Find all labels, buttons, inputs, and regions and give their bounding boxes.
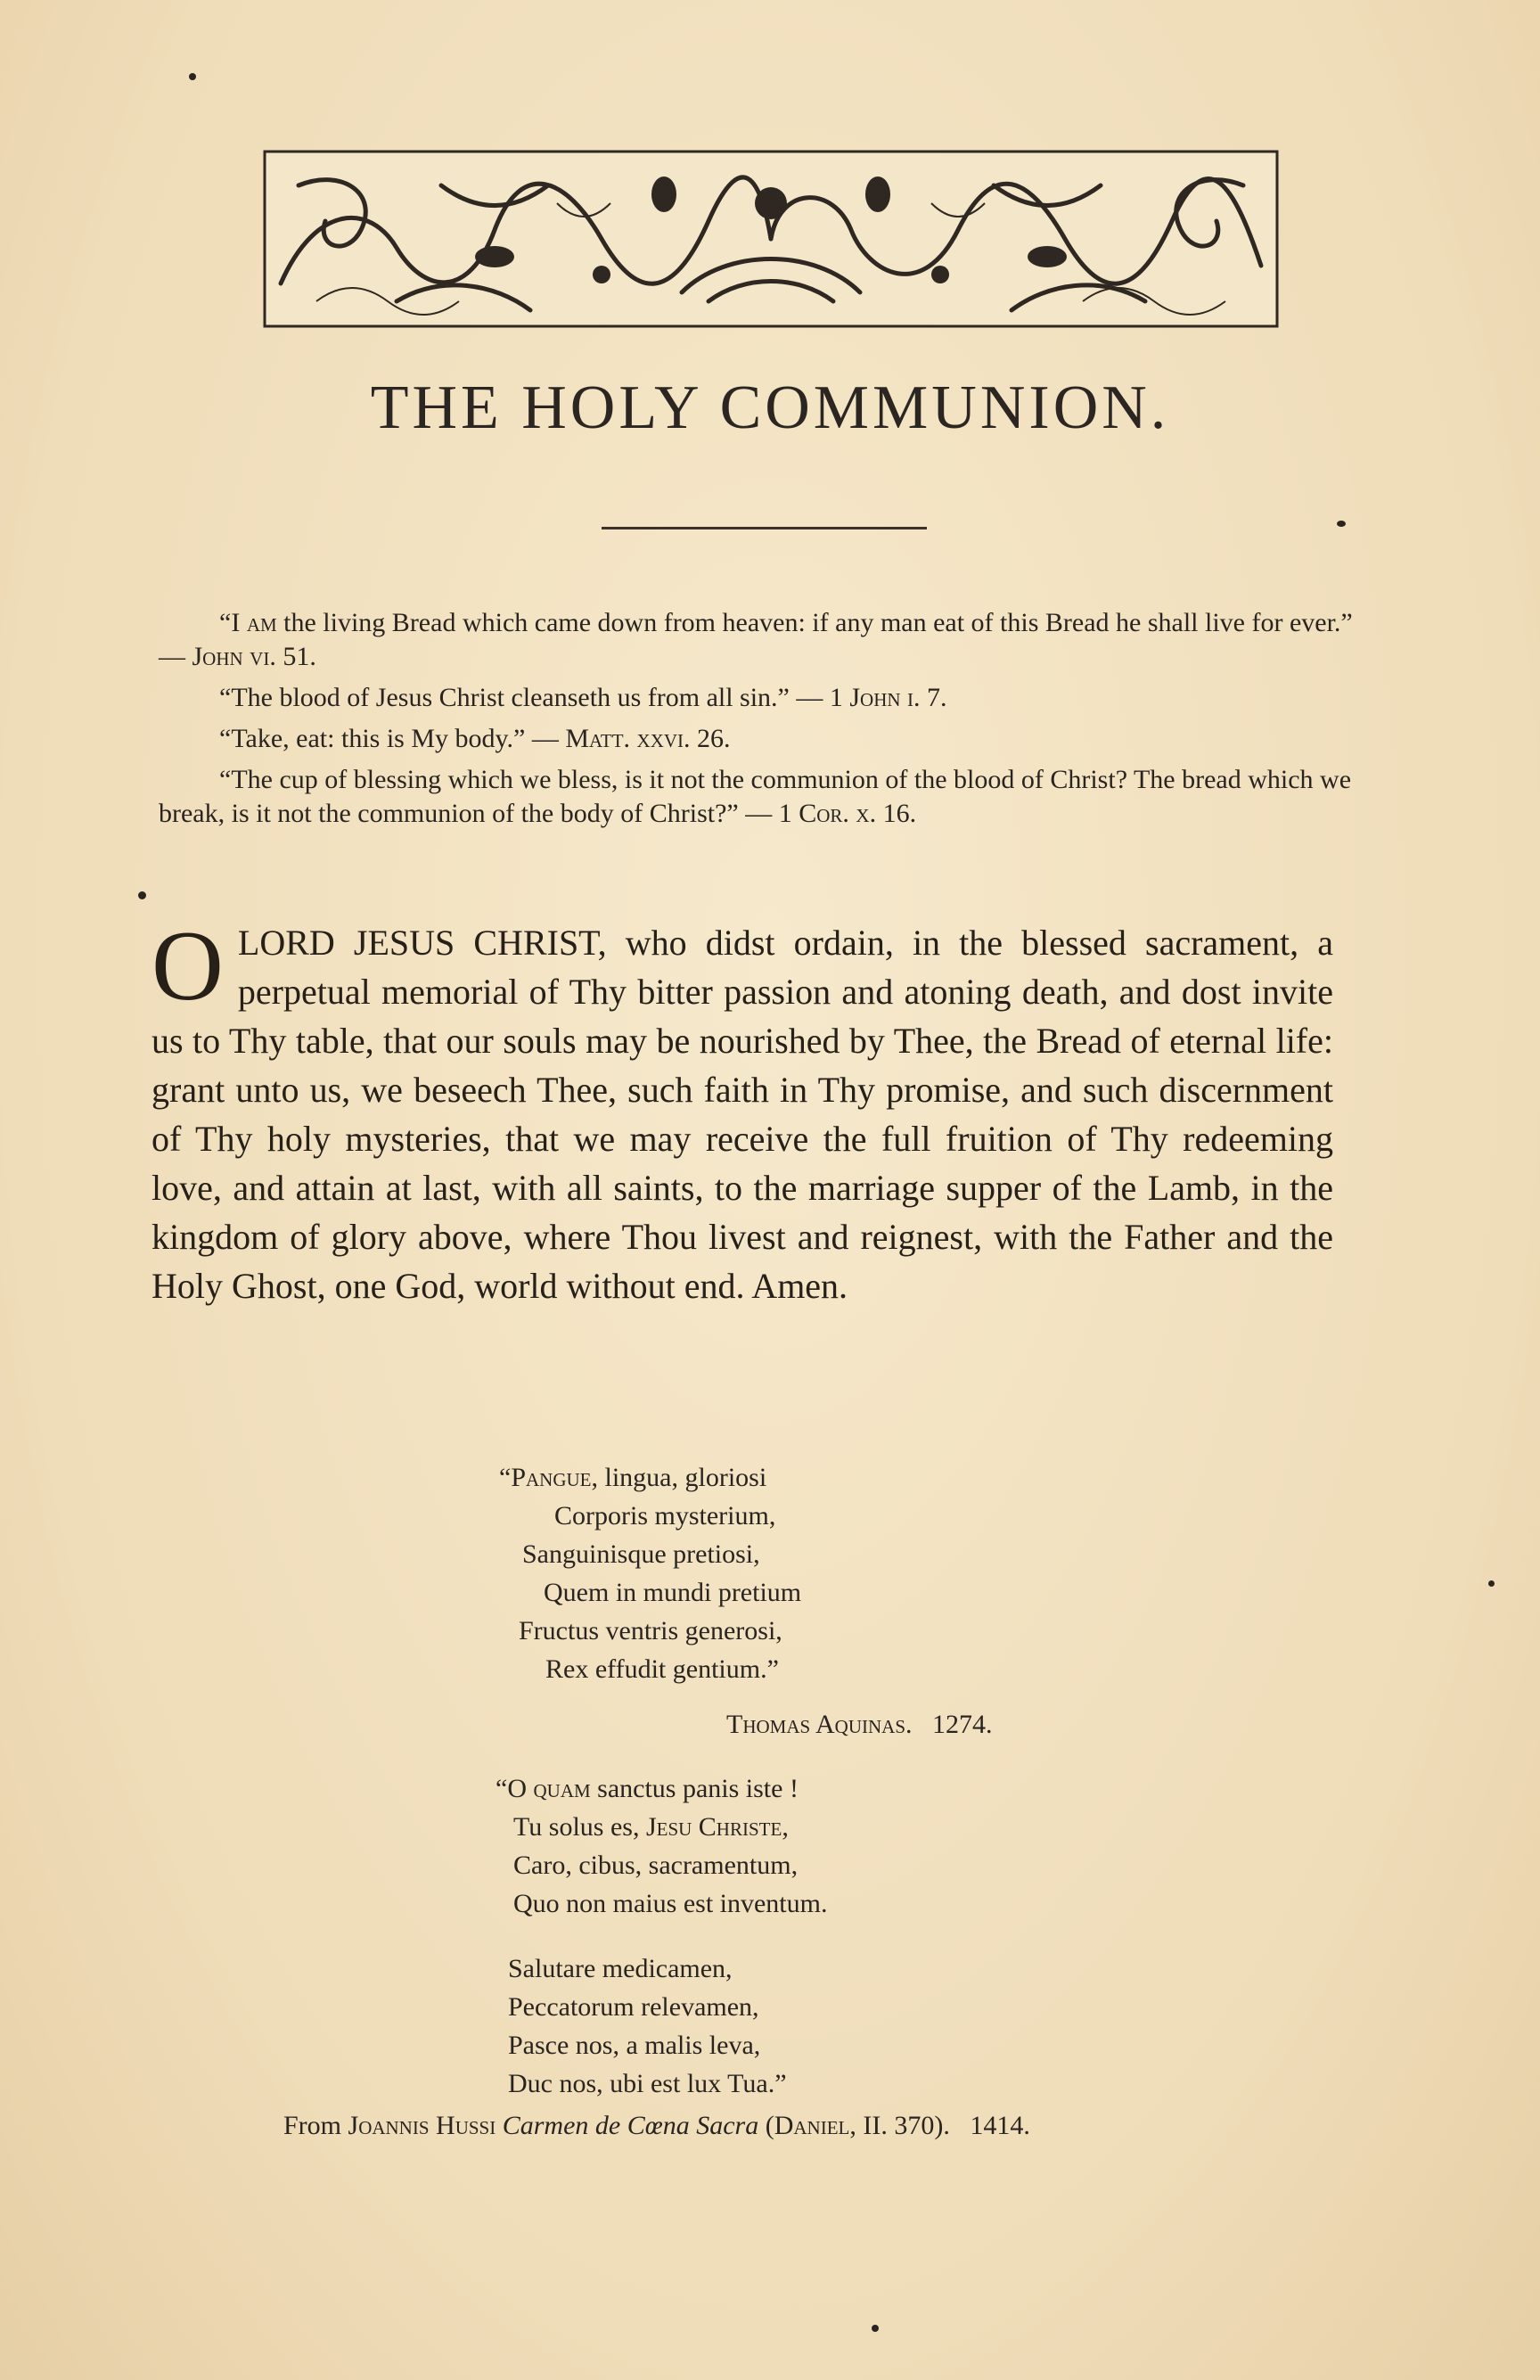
page-title: THE HOLY COMMUNION.	[370, 373, 1170, 442]
hymn-author: Thomas Aquinas. 1274.	[726, 1710, 993, 1739]
epigraph-1-cor-10: “The cup of blessing which we bless, is it not the communion of the blood of Christ? The bread which we break, is it not the communion of the body of Christ?” — 1 Cor. x. 16.	[159, 765, 1352, 828]
hymn-o-quam-sanctus	[496, 1769, 827, 2103]
hymn-line: Caro, cibus, sacramentum,	[513, 1851, 799, 1880]
hymn-line: Fructus ventris generosi,	[519, 1616, 782, 1645]
drop-cap: O	[152, 911, 224, 1022]
hymn-line: Duc nos, ubi est lux Tua.”	[508, 2069, 787, 2098]
print-speck	[1488, 1580, 1495, 1587]
decorative-headpiece	[263, 150, 1279, 328]
hymn-line: Quem in mundi pretium	[544, 1578, 802, 1607]
scripture-epigraphs	[159, 606, 1353, 838]
hymn-line: Corporis mysterium,	[554, 1501, 776, 1531]
hymn-line: Tu solus es, Jesu Christe,	[513, 1812, 789, 1842]
hymn-line: Peccatorum relevamen,	[508, 1992, 759, 2022]
epigraph-matt-26: “Take, eat: this is My body.” — Matt. xxvi. 26.	[219, 724, 731, 753]
hymn-line: “Pangue, lingua, gloriosi	[499, 1463, 767, 1492]
print-speck	[189, 73, 196, 80]
hymn-source: From Joannis Hussi Carmen de Cœna Sacra (Daniel, II. 370). 1414.	[283, 2111, 1030, 2140]
title-rule	[602, 527, 927, 529]
prayer-text	[152, 911, 1333, 1310]
hymn-line: “O quam sanctus panis iste !	[496, 1774, 799, 1803]
print-speck	[1337, 521, 1346, 527]
prayer-body: LORD JESUS CHRIST, who didst ordain, in the blessed sacrament, a perpetual memorial of Thy bitter passion and atoning death, and dost invite us to Thy table, that our souls may be nourished by Thee, the Bread of eternal life: grant unto us, we beseech Thee, such faith in Thy promise, and such discernment of Thy holy mysteries, that we may receive the full fruition of Thy redeeming love, and attain at last, with all saints, to the marriage supper of the Lamb, in the kingdom of glory above, where Thou livest and reignest, with the Father and the Holy Ghost, one God, world without end. Amen.	[152, 923, 1333, 1306]
hymn-line: Quo non maius est inventum.	[513, 1889, 828, 1918]
print-speck	[872, 2325, 879, 2332]
hymn-pangue-lingua	[499, 1458, 801, 1688]
epigraph-john-6: “I am the living Bread which came down from heaven: if any man eat of this Bread he shall live for ever.” — John vi. 51.	[159, 608, 1353, 671]
hymn-line: Sanguinisque pretiosi,	[522, 1539, 760, 1569]
print-speck	[138, 891, 146, 899]
hymn-line: Pasce nos, a malis leva,	[508, 2031, 761, 2060]
hymn-line: Salutare medicamen,	[508, 1954, 733, 1983]
epigraph-1-john-1: “The blood of Jesus Christ cleanseth us from all sin.” — 1 John i. 7.	[219, 683, 947, 712]
hymn-line: Rex effudit gentium.”	[545, 1654, 779, 1684]
